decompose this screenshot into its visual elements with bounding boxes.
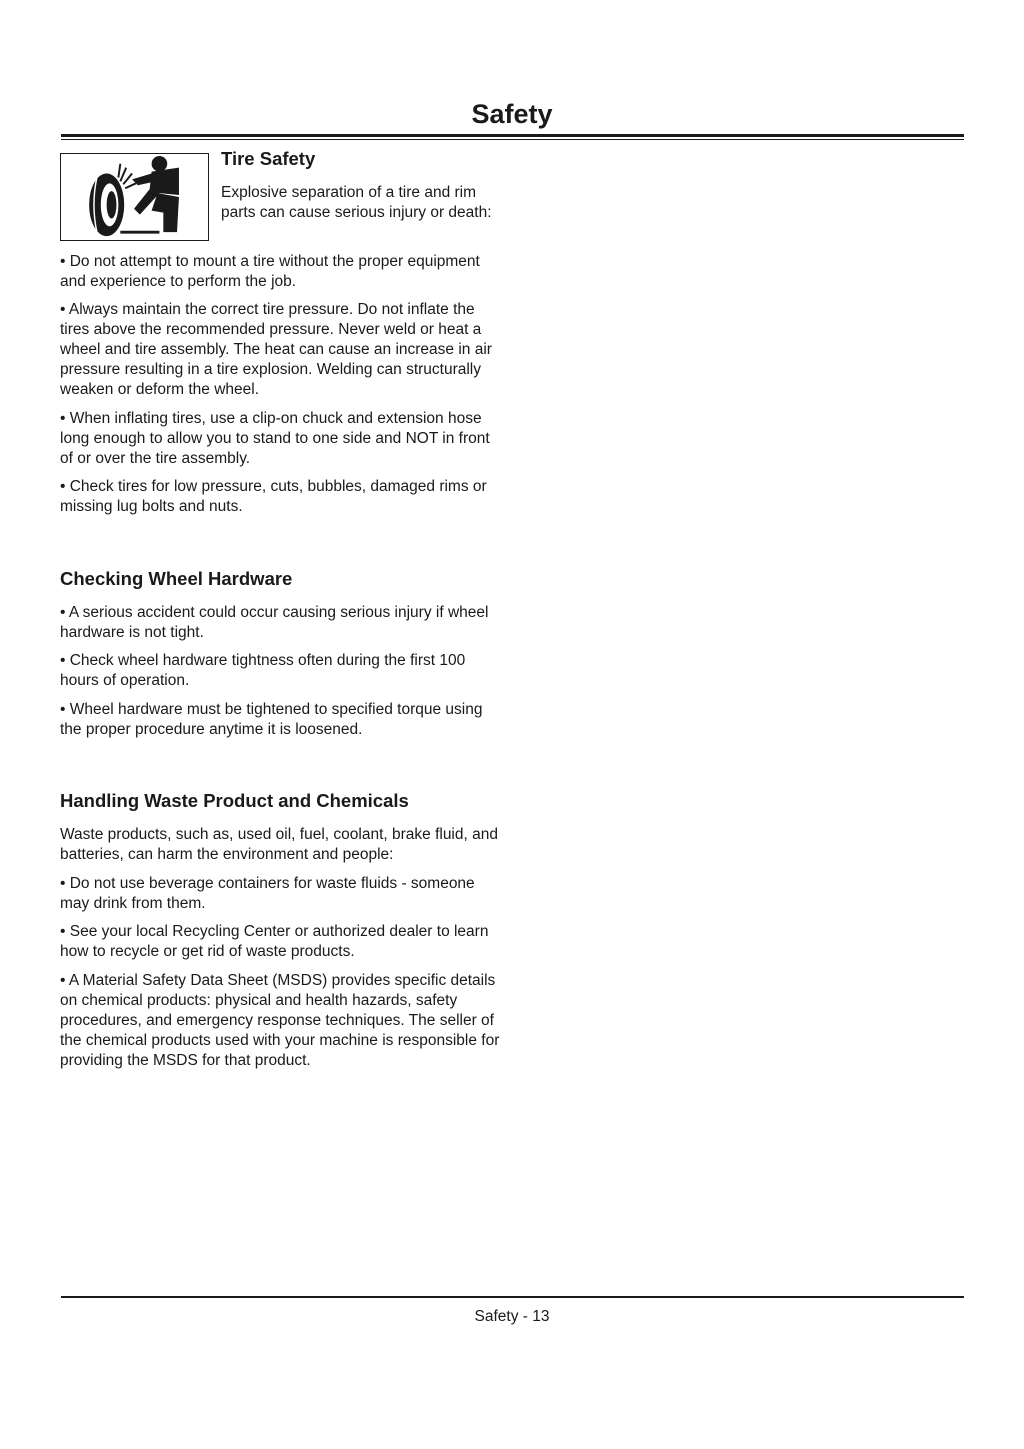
page-title: Safety	[471, 99, 553, 129]
waste-heading: Handling Waste Product and Chemicals	[60, 790, 409, 811]
tire-safety-bullet: • Do not attempt to mount a tire without the proper equipment and experience to perform the job.	[60, 253, 480, 290]
waste-bullet: • See your local Recycling Center or authorized dealer to learn how to recycle or get rid of waste products.	[60, 923, 489, 960]
page-number: Safety - 13	[474, 1308, 550, 1325]
tire-safety-intro: Explosive separation of a tire and rim parts can cause serious injury or death:	[221, 184, 492, 221]
wheel-hardware-heading: Checking Wheel Hardware	[60, 568, 293, 589]
wheel-hardware-bullet: • Wheel hardware must be tightened to specified torque using the proper procedure anytime it is loosened.	[60, 701, 483, 738]
tire-safety-heading: Tire Safety	[221, 148, 316, 169]
tire-safety-bullet: • Check tires for low pressure, cuts, bubbles, damaged rims or missing lug bolts and nuts.	[60, 478, 487, 515]
wheel-hardware-bullet: • A serious accident could occur causing serious injury if wheel hardware is not tight.	[60, 604, 489, 641]
tire-safety-bullet: • When inflating tires, use a clip-on chuck and extension hose long enough to allow you to stand to one side and NOT in front of or over the tire assembly.	[60, 410, 490, 467]
waste-intro: Waste products, such as, used oil, fuel, coolant, brake fluid, and batteries, can harm the environment and people:	[60, 826, 498, 863]
waste-bullet: • A Material Safety Data Sheet (MSDS) provides specific details on chemical products: physical and health hazards, safety procedures, and emergency response techniques. The seller of the chemical products used with your machine is responsible for providing the MSDS for that product.	[60, 972, 500, 1069]
tire-safety-bullet: • Always maintain the correct tire pressure. Do not inflate the tires above the recommended pressure. Never weld or heat a wheel and tire assembly. The heat can cause an increase in air pressure resulting in a tire explosion. Welding can structurally weaken or deform the wheel.	[60, 301, 492, 398]
tire-explosion-warning-icon	[60, 153, 209, 241]
waste-bullet: • Do not use beverage containers for waste fluids - someone may drink from them.	[60, 875, 475, 912]
footer-rule	[61, 1296, 964, 1298]
header-rule-thin	[61, 139, 964, 140]
wheel-hardware-bullet: • Check wheel hardware tightness often during the first 100 hours of operation.	[60, 652, 466, 689]
header-rule-thick	[61, 134, 964, 137]
